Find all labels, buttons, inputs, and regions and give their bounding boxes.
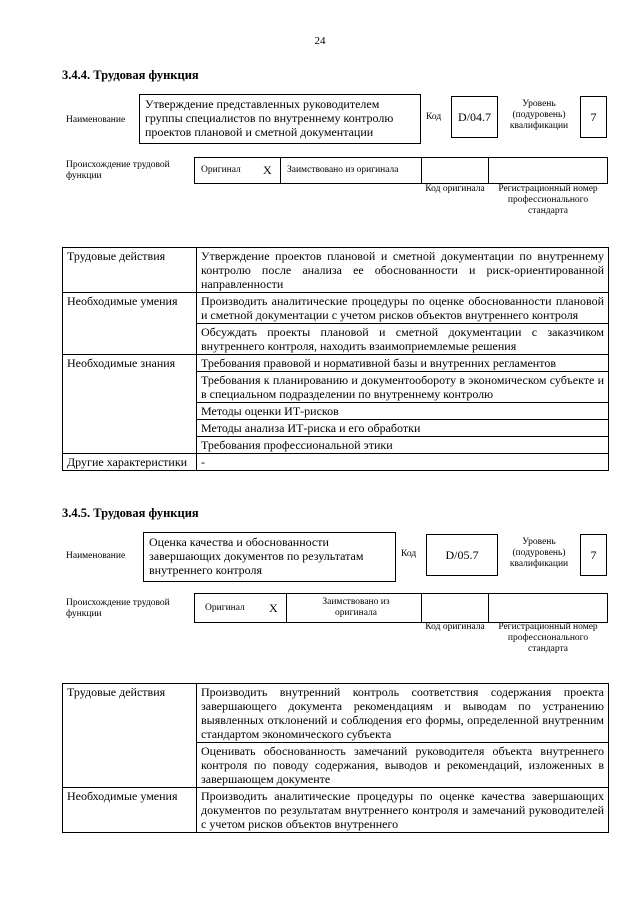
table-cell: Требования к планированию и документообороту в экономическом субъекте и в специальном подразделении по внутреннему контролю (197, 372, 609, 403)
reg-number-cell (488, 593, 608, 623)
function-table (62, 247, 609, 471)
function-table (62, 683, 609, 833)
row-label: Трудовые действия (63, 684, 197, 788)
table-cell: Производить аналитические процедуры по оценке обоснованности плановой и сметной документации с учетом рисков объектов внутреннего контроля (197, 293, 609, 324)
row-label: Необходимые умения (63, 788, 197, 833)
table-row (63, 684, 609, 743)
original-label: Оригинал (201, 165, 241, 175)
table-cell: Обсуждать проекты плановой и сметной документации с заказчиком внутреннего контроля, находить взаимоприемлемые решения (197, 324, 609, 355)
code-label: Код (426, 112, 442, 122)
section-heading: 3.4.5. Трудовая функция (62, 506, 199, 520)
qualification-level: 7 (580, 534, 607, 576)
qualification-level: 7 (580, 96, 607, 138)
level-label: Уровень (подуровень) квалификации (509, 537, 569, 569)
table-row (63, 454, 609, 471)
function-name: Утверждение представленных руководителем группы специалистов по внутреннему контролю проектов плановой и сметной документации (139, 94, 421, 144)
section-heading: 3.4.4. Трудовая функция (62, 68, 199, 82)
row-label: Другие характеристики (63, 454, 197, 471)
borrowed-cell (286, 593, 422, 623)
original-cell (194, 593, 287, 623)
reg-number-cell (488, 157, 608, 184)
original-cell (194, 157, 281, 184)
table-row (63, 355, 609, 372)
table-cell: Оценивать обоснованность замечаний руководителя объекта внутреннего контроля по поводу содержания, выводов и рекомендаций, изложенных в завершающем документе (197, 743, 609, 788)
original-mark: X (263, 163, 272, 177)
table-row (63, 788, 609, 833)
table-cell: - (197, 454, 609, 471)
code-original-cell (421, 593, 489, 623)
row-label: Необходимые умения (63, 293, 197, 355)
original-label: Оригинал (205, 603, 245, 613)
row-label: Необходимые знания (63, 355, 197, 454)
borrowed-label: Заимствовано из оригинала (322, 597, 390, 618)
table-cell: Утверждение проектов плановой и сметной документации по внутреннему контролю после анализа ее обоснованности и риск-ориентированной направленности (197, 248, 609, 293)
function-name: Оценка качества и обоснованности завершающих документов по результатам внутреннего контроля (143, 532, 396, 582)
code-original-cell (421, 157, 489, 184)
page-number: 24 (314, 35, 326, 47)
reg-number-caption: Регистрационный номер профессионального стандарта (498, 184, 598, 216)
table-row (63, 248, 609, 293)
table-cell: Производить аналитические процедуры по оценке качества завершающих документов по результатам внутреннего контроля и замечаний руководителей с учетом рисков объектов внутреннего (197, 788, 609, 833)
code-original-caption: Код оригинала (425, 622, 485, 632)
row-label: Трудовые действия (63, 248, 197, 293)
table-cell: Требования профессиональной этики (197, 437, 609, 454)
table-cell: Требования правовой и нормативной базы и внутренних регламентов (197, 355, 609, 372)
origin-label: Происхождение трудовой функции (66, 160, 170, 181)
original-mark: X (269, 601, 278, 615)
code-original-caption: Код оригинала (425, 184, 485, 194)
level-label: Уровень (подуровень) квалификации (509, 99, 569, 131)
name-label: Наименование (66, 551, 126, 561)
table-cell: Методы оценки ИТ-рисков (197, 403, 609, 420)
borrowed-label: Заимствовано из оригинала (287, 165, 399, 175)
function-code: D/04.7 (451, 96, 498, 138)
table-cell: Методы анализа ИТ-риска и его обработки (197, 420, 609, 437)
table-cell: Производить внутренний контроль соответствия содержания проекта завершающего документа рекомендациям и выводам по устранению выявленных отклонений и соблюдения его формы, определенной внутренним стандартом экономического субъекта (197, 684, 609, 743)
borrowed-cell (280, 157, 422, 184)
reg-number-caption: Регистрационный номер профессионального стандарта (498, 622, 598, 654)
origin-label: Происхождение трудовой функции (66, 598, 170, 619)
table-row (63, 293, 609, 324)
name-label: Наименование (66, 115, 126, 125)
function-code: D/05.7 (426, 534, 498, 576)
code-label: Код (401, 549, 417, 559)
